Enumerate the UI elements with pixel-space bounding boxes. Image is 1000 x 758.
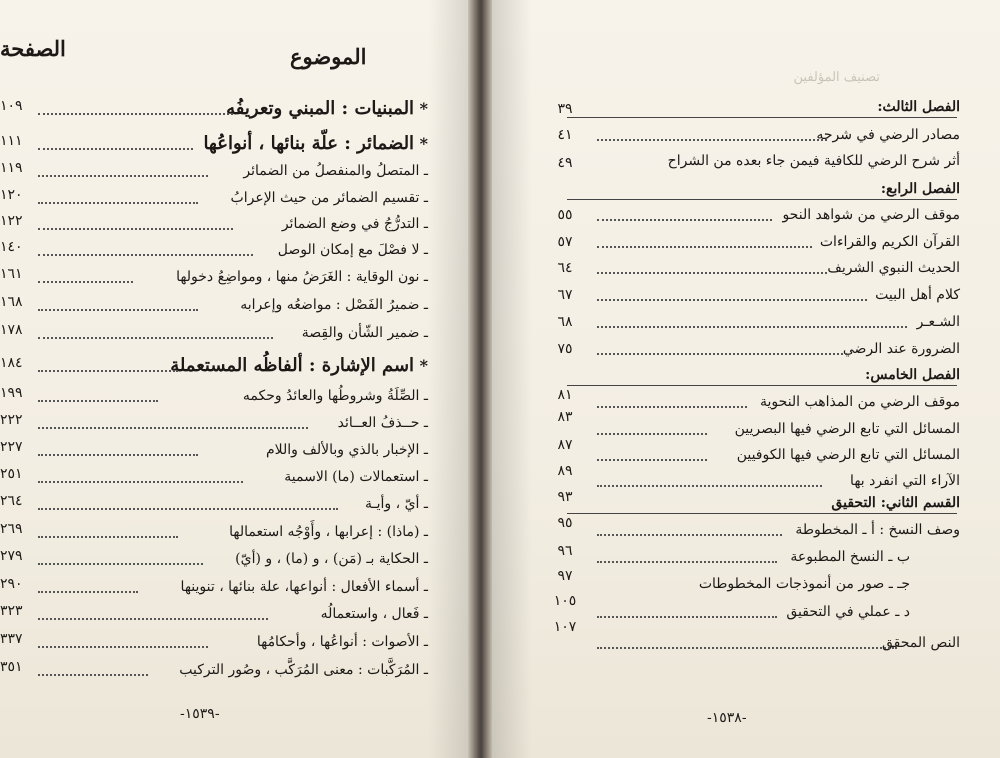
page-number: ١٢٢ xyxy=(0,213,23,229)
asterisk-icon: * xyxy=(414,134,428,153)
leader-dots xyxy=(38,674,148,676)
toc-entry: ـ استعمالات (ما) الاسمية xyxy=(284,469,428,485)
leader-dots xyxy=(38,508,338,510)
leader-dots xyxy=(38,400,158,402)
toc-entry: ـ المتصلُ والمنفصلُ من الضمائر xyxy=(243,163,428,179)
leader-dots xyxy=(597,647,897,649)
leader-dots xyxy=(38,563,203,565)
asterisk-icon: * xyxy=(414,99,428,118)
toc-entry: الحديث النبوي الشريف xyxy=(827,260,960,276)
toc-entry: القرآن الكريم والقراءات xyxy=(819,234,960,250)
toc-entry: * اسم الإشارة : ألفاظُه المستعملة xyxy=(170,355,428,376)
page-number: ٩٧ xyxy=(557,568,573,584)
toc-entry: موقف الرضي من شواهد النحو xyxy=(782,207,960,223)
page-number: ١٩٩ xyxy=(0,385,23,401)
leader-dots xyxy=(597,459,707,461)
page-number: ٨١ xyxy=(557,387,573,403)
toc-entry: ب ـ النسخ المطبوعة xyxy=(790,549,910,565)
toc-entry: ـ فَعال ، واستعمالُه xyxy=(320,606,428,622)
toc-entry: ـ حــذفُ العــائد xyxy=(337,415,428,431)
book-gutter xyxy=(468,0,492,758)
page-number: ٢٦٤ xyxy=(0,493,23,509)
toc-entry: ـ تقسيم الضمائر من حيث الإعرابُ xyxy=(230,190,428,206)
page-number: ٦٧ xyxy=(557,287,573,303)
page-number: ٨٧ xyxy=(557,437,573,453)
toc-entry: المسائل التي تابع الرضي فيها البصريين xyxy=(734,421,960,437)
page-number: ٢٩٠ xyxy=(0,576,23,592)
toc-entry: موقف الرضي من المذاهب النحوية xyxy=(760,394,960,410)
page-number: ٤٩ xyxy=(557,155,573,171)
toc-entry: النص المحقق xyxy=(881,635,960,651)
leader-dots xyxy=(597,353,847,355)
page-number: ٩٥ xyxy=(557,515,573,531)
leader-dots xyxy=(38,254,253,256)
leader-dots xyxy=(38,202,198,204)
page-number: ٩٣ xyxy=(557,489,573,505)
page-number: ٢٧٩ xyxy=(0,548,23,564)
toc-chapter: الفصل الخامس: xyxy=(865,367,960,383)
leader-dots xyxy=(38,175,208,177)
toc-chapter: الفصل الرابع: xyxy=(880,181,960,197)
toc-entry: ـ الصِّلَةُ وشروطُها والعائدُ وحكمه xyxy=(242,388,428,404)
toc-entry: مصادر الرضي في شرحه xyxy=(816,127,960,143)
leader-dots xyxy=(597,272,827,274)
chapter-rule xyxy=(567,385,957,386)
leader-dots xyxy=(38,228,233,230)
leader-dots xyxy=(597,616,777,618)
toc-entry: ـ أسماء الأفعال : أنواعها، علة بنائها ، تنوينها xyxy=(180,579,428,595)
page-number: ١١١ xyxy=(0,133,23,149)
toc-entry: ـ الحكاية بـ (مَن) ، و (ما) ، و (أيّ) xyxy=(235,551,428,567)
toc-entry: أثر شرح الرضي للكافية فيمن جاء بعده من الشراح xyxy=(667,153,960,169)
toc-entry: جـ ـ صور من أنموذجات المخطوطات xyxy=(698,576,910,592)
toc-entry: الآراء التي انفرد بها xyxy=(850,473,960,489)
page-number: ٣٣٧ xyxy=(0,631,23,647)
page-number: ٣٥١ xyxy=(0,659,23,675)
footer-page-number: -١٥٣٨- xyxy=(707,710,747,726)
footer-page-number: -١٥٣٩- xyxy=(180,706,220,722)
bleed-through-text: تصنيف المؤلفين xyxy=(793,70,880,85)
page-number: ٦٨ xyxy=(557,314,573,330)
toc-entry: ـ أيّ ، وأيـة xyxy=(365,496,428,512)
leader-dots xyxy=(597,219,772,221)
toc-entry: ـ المُرَكَّبات : معنى المُرَكَّب ، وصُور التركيب xyxy=(179,662,428,678)
leader-dots xyxy=(38,427,308,429)
leader-dots xyxy=(597,406,747,408)
page-number: ٣٩ xyxy=(557,101,573,117)
leader-dots xyxy=(38,536,178,538)
toc-chapter: الفصل الثالث: xyxy=(877,99,960,115)
leader-dots xyxy=(597,326,907,328)
leader-dots xyxy=(38,481,243,483)
page-number: ١٠٥ xyxy=(553,593,577,609)
header-page: الصفحة xyxy=(0,36,66,61)
header-topic: الموضوع xyxy=(290,44,367,69)
leader-dots xyxy=(38,591,138,593)
leader-dots xyxy=(597,433,707,435)
page-number: ٢٢٧ xyxy=(0,439,23,455)
toc-entry: ـ نون الوقاية : الغَرَضُ منها ، ومواضِعُ دخولها xyxy=(176,269,428,285)
page-number: ٨٩ xyxy=(557,463,573,479)
toc-entry: الضرورة عند الرضي xyxy=(842,341,960,357)
page-shadow xyxy=(428,0,468,758)
page-number: ٥٧ xyxy=(557,234,573,250)
toc-entry: ـ ضميرُ الفَصْل : مواضعُه وإعرابه xyxy=(240,297,428,313)
page-number: ١٠٩ xyxy=(0,98,23,114)
leader-dots xyxy=(597,561,777,563)
leader-dots xyxy=(38,113,233,115)
left-page xyxy=(0,0,468,758)
page-number: ٥٥ xyxy=(557,207,573,223)
page-number: ٨٣ xyxy=(557,409,573,425)
leader-dots xyxy=(38,454,198,456)
chapter-rule xyxy=(567,513,957,514)
toc-entry: * المبنيات : المبني وتعريفُه xyxy=(226,98,428,119)
page-number: ٣٢٣ xyxy=(0,603,23,619)
toc-entry: ـ (ماذا) : إعرابها ، وأَوْجُه استعمالها xyxy=(229,524,428,540)
right-page xyxy=(492,0,1000,758)
leader-dots xyxy=(38,646,208,648)
leader-dots xyxy=(38,370,178,372)
page-number: ١٢٠ xyxy=(0,187,23,203)
toc-entry: كلام أهل البيت xyxy=(875,287,960,303)
leader-dots xyxy=(38,281,133,283)
toc-entry: ـ لا فصْلَ مع إمكان الوصل xyxy=(277,242,428,258)
leader-dots xyxy=(597,485,822,487)
page-number: ١٤٠ xyxy=(0,239,23,255)
page-shadow xyxy=(492,0,532,758)
leader-dots xyxy=(597,299,867,301)
leader-dots xyxy=(597,139,827,141)
toc-entry: المسائل التي تابع الرضي فيها الكوفيين xyxy=(736,447,960,463)
page-number: ١٦٨ xyxy=(0,294,23,310)
toc-entry: وصف النسخ : أ ـ المخطوطة xyxy=(795,522,960,538)
page-number: ١٠٧ xyxy=(553,619,577,635)
page-number: ١٧٨ xyxy=(0,322,23,338)
page-number: ٢٦٩ xyxy=(0,521,23,537)
page-number: ١١٩ xyxy=(0,160,23,176)
asterisk-icon: * xyxy=(414,356,428,375)
leader-dots xyxy=(597,246,812,248)
toc-entry: ـ التدرُّجُ في وضع الضمائر xyxy=(281,216,428,232)
toc-entry: ـ الإخبار بالذي وبالألف واللام xyxy=(265,442,428,458)
page-number: ١٦١ xyxy=(0,266,23,282)
leader-dots xyxy=(38,309,198,311)
leader-dots xyxy=(38,618,268,620)
toc-entry: ـ الأصوات : أنواعُها ، وأحكامُها xyxy=(256,634,428,650)
page-number: ٢٢٢ xyxy=(0,412,23,428)
leader-dots xyxy=(597,534,782,536)
toc-entry: * الضمائر : علّة بنائها ، أنواعُها xyxy=(203,133,428,154)
page-number: ١٨٤ xyxy=(0,355,23,371)
page-number: ٤١ xyxy=(557,127,573,143)
page-number: ٦٤ xyxy=(557,260,573,276)
toc-entry: ـ ضمير الشّأن والقِصة xyxy=(301,325,428,341)
toc-entry: د ـ عملي في التحقيق xyxy=(786,604,910,620)
chapter-rule xyxy=(567,199,957,200)
chapter-rule xyxy=(567,117,957,118)
toc-entry: الشـعـر xyxy=(916,314,960,330)
page-number: ٢٥١ xyxy=(0,466,23,482)
toc-chapter: القسم الثاني: التحقيق xyxy=(831,495,960,511)
leader-dots xyxy=(38,337,273,339)
page-number: ٩٦ xyxy=(557,543,573,559)
page-number: ٧٥ xyxy=(557,341,573,357)
leader-dots xyxy=(38,148,193,150)
